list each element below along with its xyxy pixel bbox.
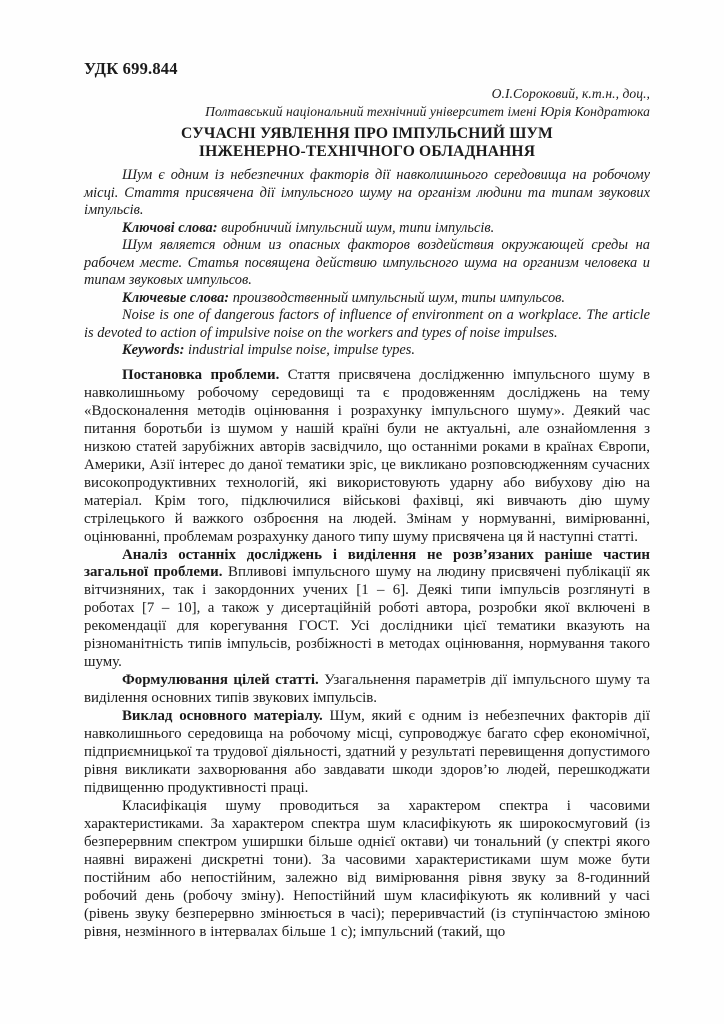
section-article-goals-text: Узагальнення параметрів дії імпульсного шуму та виділення основних типів звукових імпульсів. [84,672,650,707]
keywords-russian [84,290,650,308]
keywords-english-value: industrial impulse noise, impulse types. [184,342,415,359]
author-affiliation: Полтавський національний технічний університет імені Юрія Кондратюка [205,103,650,119]
page-title [84,125,650,161]
section-main-material-text: Шум, який є одним із небезпечних факторів дії навколишнього середовища на робочому місці, супроводжує багато сфер економічної, підприємницької та трудової діяльності, здатний у результаті перевищення допустимого рівня викликати захворювання або завдавати шкоди здоров’ю людей, перешкоджати підвищенню продуктивності праці. [84,708,651,796]
section-literature-analysis [84,547,650,673]
section-problem-statement-text: Стаття присвячена дослідженню імпульсного шуму в навколишньому робочому середовищі та є продовженням досліджень на тему «Вдосконалення методів оцінювання і розрахунку імпульсного шуму». Деякий час питання боротьби із шумом у нашій країні були не актуальні, але ознайомлення з низкою статей зарубіжних авторів засвідчило, що останніми роками в країнах Європи, Америки, Азії інтерес до даної тематики зріс, це викликано розповсюдженням сучасних високопродуктивних технологій, які використовують ударну або вибухову дію на матеріал. Крім того, підключилися військові фахівці, які вивчають дію шуму стрілецького й важкого озброєння на людей. Змінам у нормуванні, вимірюванні, оцінюванні, проблемам розрахунку даного типу шуму присвячена ця й наступні статті. [84,366,651,545]
udk-code: УДК 699.844 [84,59,178,78]
keywords-ukrainian-label: Ключові слова: [122,219,218,236]
page-title-line-1: СУЧАСНІ УЯВЛЕННЯ ПРО ІМПУЛЬСНИЙ ШУМ [181,125,553,143]
keywords-english [84,342,650,360]
section-problem-statement [84,367,650,547]
page-title-line-2: ІНЖЕНЕРНО-ТЕХНІЧНОГО ОБЛАДНАННЯ [198,143,536,161]
abstract-english: Noise is one of dangerous factors of influence of environment on a workplace. The article is devoted to action of impulsive noise on the workers and types of noise impulses. [84,307,650,341]
keywords-ukrainian [84,220,650,238]
section-spacer [84,360,650,367]
keywords-russian-label: Ключевые слова: [122,289,230,306]
section-problem-statement-heading: Постановка проблеми. [122,366,280,383]
section-main-material [84,708,650,798]
keywords-ukrainian-value: виробничий імпульсний шум, типи імпульсів. [217,219,495,236]
section-main-material-heading: Виклад основного матеріалу. [122,708,323,725]
keywords-russian-value: производственный импульсный шум, типы импульсов. [229,289,565,306]
section-literature-analysis-heading: Аналіз останніх досліджень і виділення не розв’язаних раніше частин загальної проблеми. [84,546,650,581]
keywords-english-label: Keywords: [122,342,185,359]
section-literature-analysis-text: Впливові імпульсного шуму на людину присвячені публікації як вітчизняних, так і закордонних учених [1 – 6]. Деякі типи імпульсів розглянуті в роботах [7 – 10], а також у дисертаційній роботі автора, розробки якої включені в рекомендації для корегування ГОСТ. Усі дослідники цієї тематики вказують на різноманітність типів імпульсів, розбіжності в методах оцінювання, нормування такого шуму. [84,564,650,671]
section-noise-classification: Класифікація шуму проводиться за характером спектра і часовими характеристиками. За характером спектра шум класифікують як широкосмуговий (із безперервним спектром уширшки більше однієї октави) чи тональний (у спектрі якого наявні виражені дискретні тони). За часовими характеристиками шум може бути постійним або непостійним, залежно від вимірювання рівня звуку за 8-годинний робочий день (робочу зміну). Непостійний шум класифікують як коливний у часі (рівень звуку безперервно змінюється в часі); переривчастий (із ступінчастою зміною рівня, незмінного в інтервалах більше 1 с); імпульсний (такий, що [84,797,650,940]
section-article-goals [84,672,650,708]
section-article-goals-heading: Формулювання цілей статті. [122,672,319,689]
author-byline: О.І.Сороковий, к.т.н., доц., [491,85,650,101]
abstract-ukrainian: Шум є одним із небезпечних факторів дії навколишнього середовища на робочому місці. Стаття присвячена дії імпульсного шуму на організм людини та типам звукових імпульсів. [84,167,650,219]
abstract-russian: Шум является одним из опасных факторов воздействия окружающей среды на рабочем месте. Статья посвящена действию импульсного шума на организм человека и типам звуковых импульсов. [84,237,650,289]
